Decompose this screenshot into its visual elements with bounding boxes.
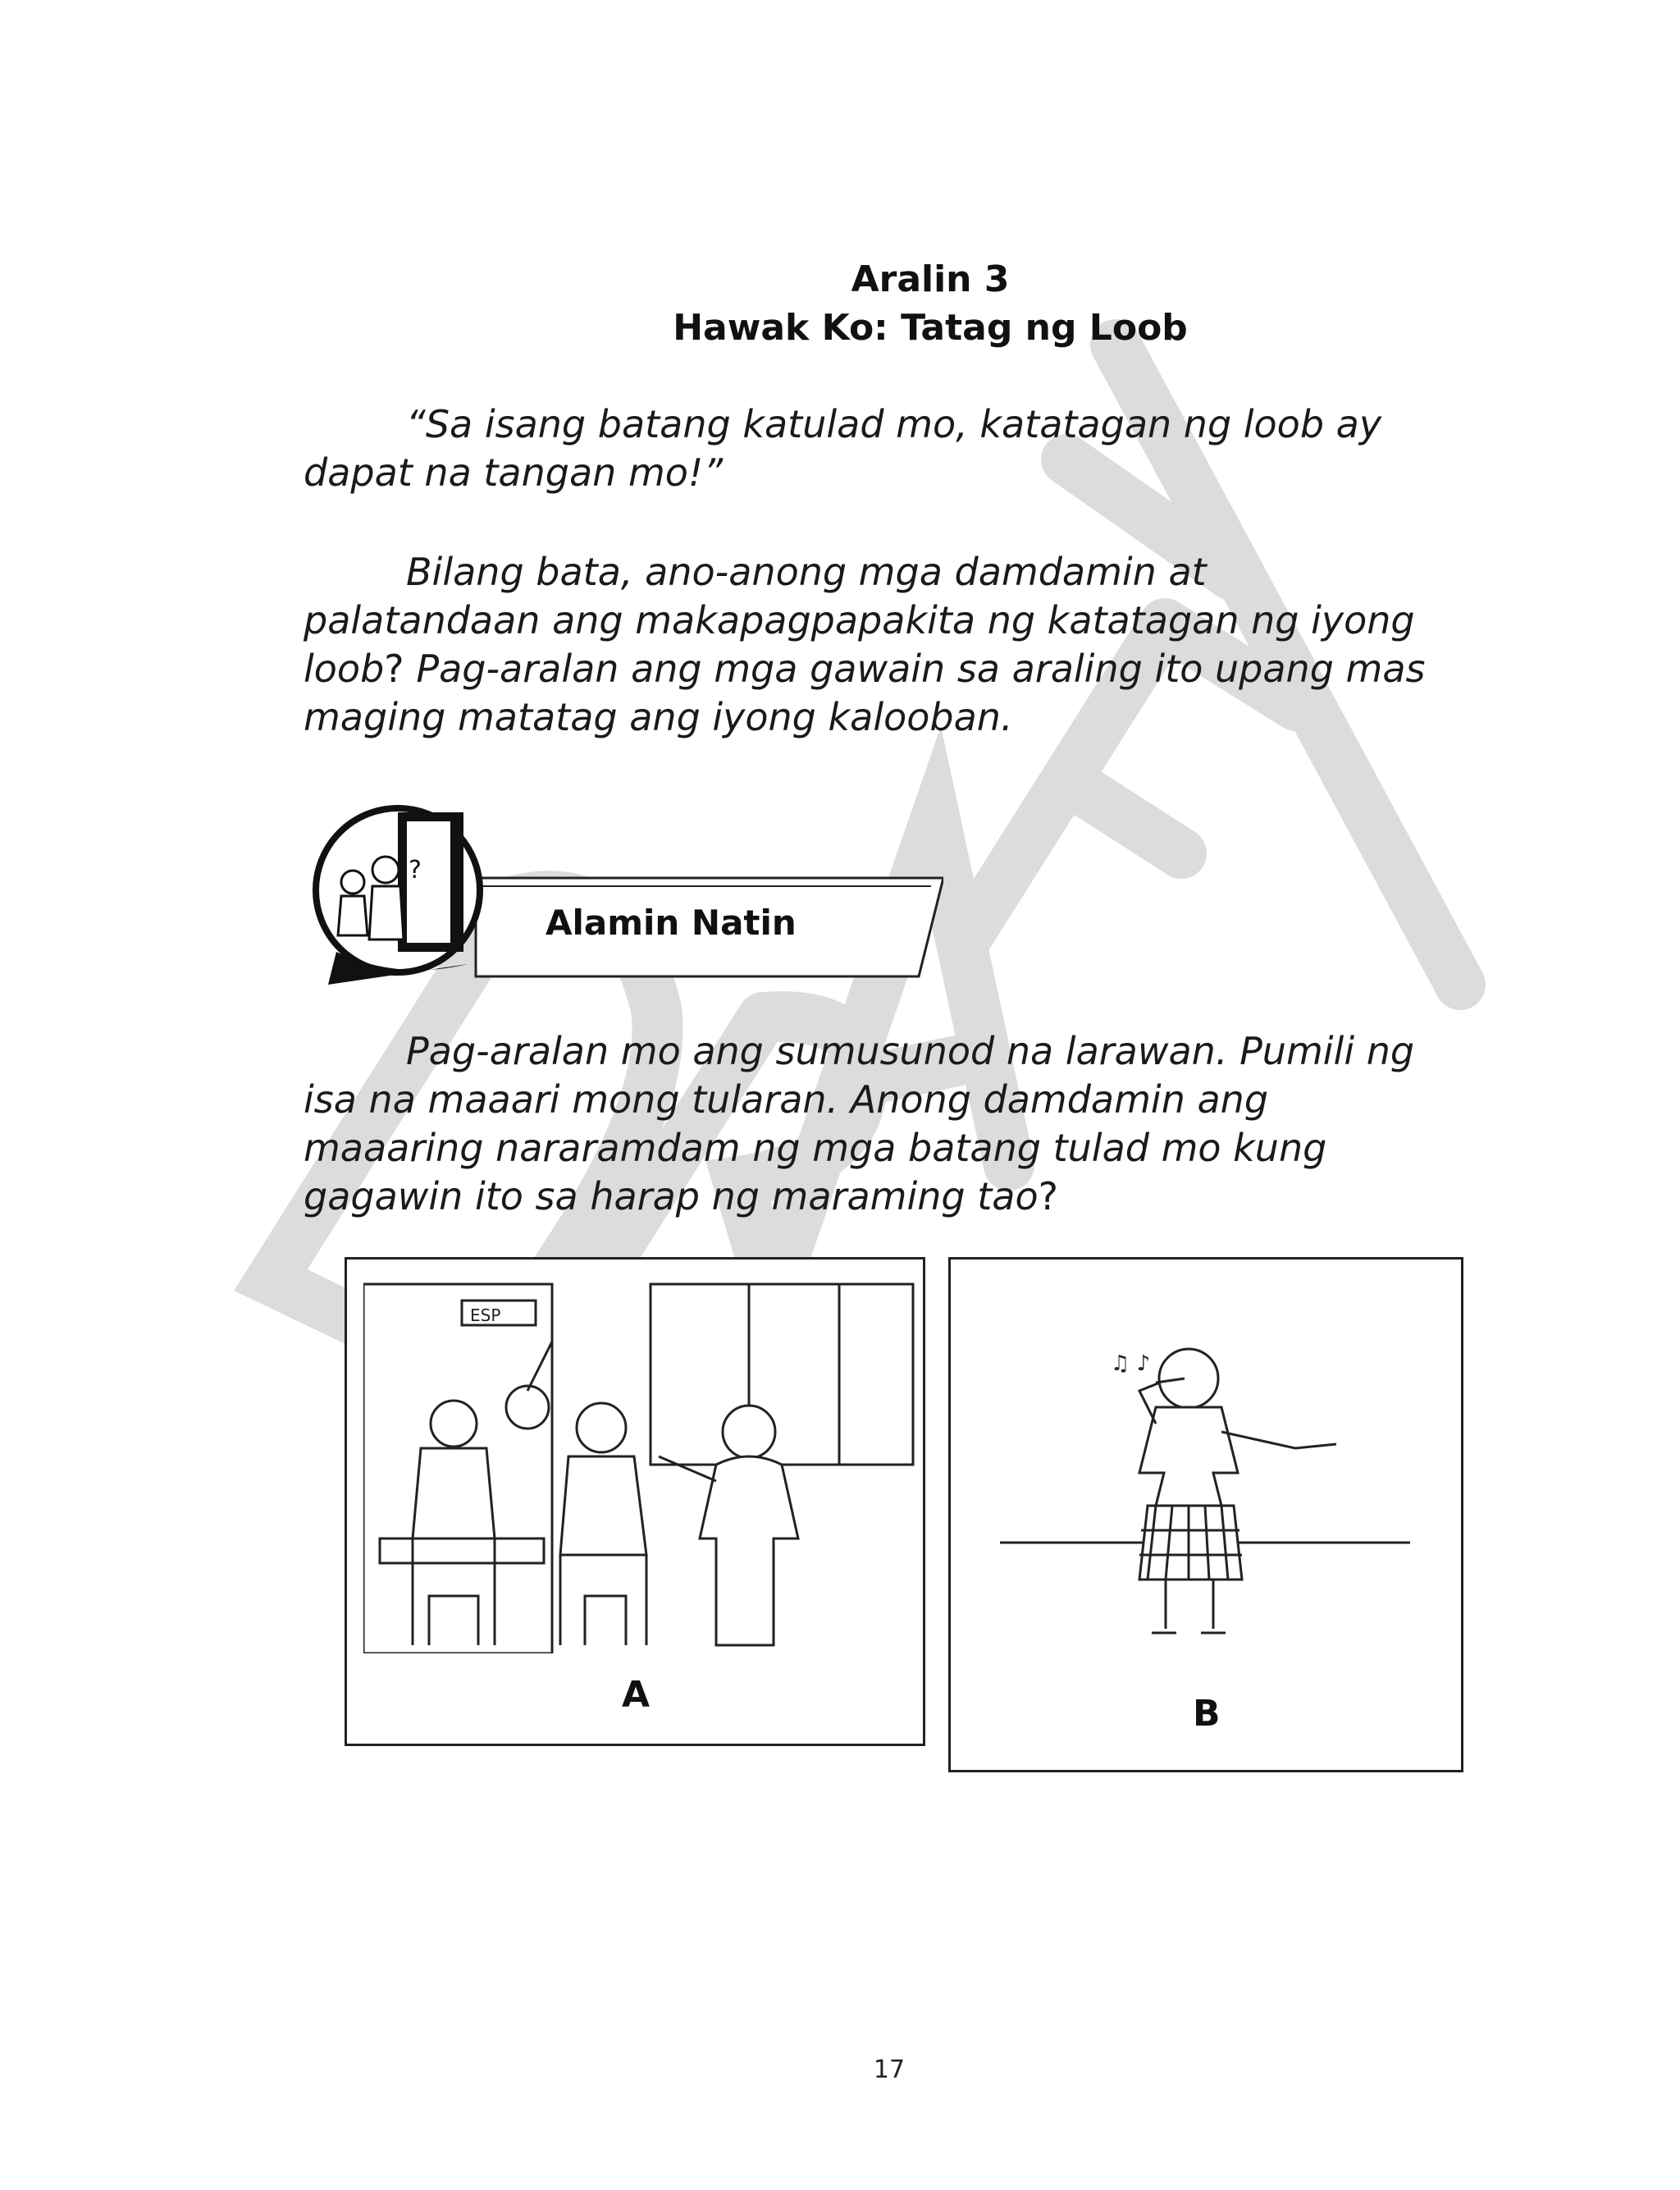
picture-b: [948, 1257, 1463, 1772]
svg-text:?: ?: [409, 856, 422, 885]
section-banner: [304, 788, 943, 993]
picture-a-label: A: [622, 1674, 651, 1716]
instruction-question-mark: ?: [1038, 1174, 1059, 1218]
board-text: ESP: [470, 1305, 501, 1325]
instruction-text: Pag-aralan mo ang sumusunod na larawan. Pumili ng isa na maaari mong tularan. Anong damdamin ang maaaring nararamdam ng mga batang tulad mo kung gagawin ito sa harap ng maraming tao: [304, 1029, 1415, 1218]
page-number: 17: [873, 2055, 906, 2084]
section-label: Alamin Natin: [546, 903, 797, 943]
intro-question-mark: ?: [384, 647, 404, 691]
intro-paragraph: [304, 548, 1452, 742]
svg-text:♫ ♪: ♫ ♪: [1111, 1351, 1151, 1376]
intro-tail: Pag-aralan ang mga gawain sa araling ito upang mas maging matatag ang iyong kalooban.: [304, 647, 1426, 739]
picture-a: [345, 1257, 925, 1746]
children-door-icon: [316, 808, 480, 985]
instruction-paragraph: [304, 1027, 1452, 1221]
intro-text: Bilang bata, ano-anong mga damdamin at palatandaan ang makapagpapakita ng katatagan ng iyong loob: [304, 550, 1415, 691]
lesson-number: Aralin 3: [851, 258, 1010, 300]
lesson-title: Hawak Ko: Tatag ng Loob: [673, 307, 1188, 349]
picture-b-label: B: [1193, 1693, 1221, 1735]
singing-girl-illustration: [951, 1260, 1459, 1653]
lesson-quote: “Sa isang batang katulad mo, katatagan ng loob ay dapat na tangan mo!”: [304, 402, 1382, 495]
classroom-illustration: [363, 1268, 939, 1653]
